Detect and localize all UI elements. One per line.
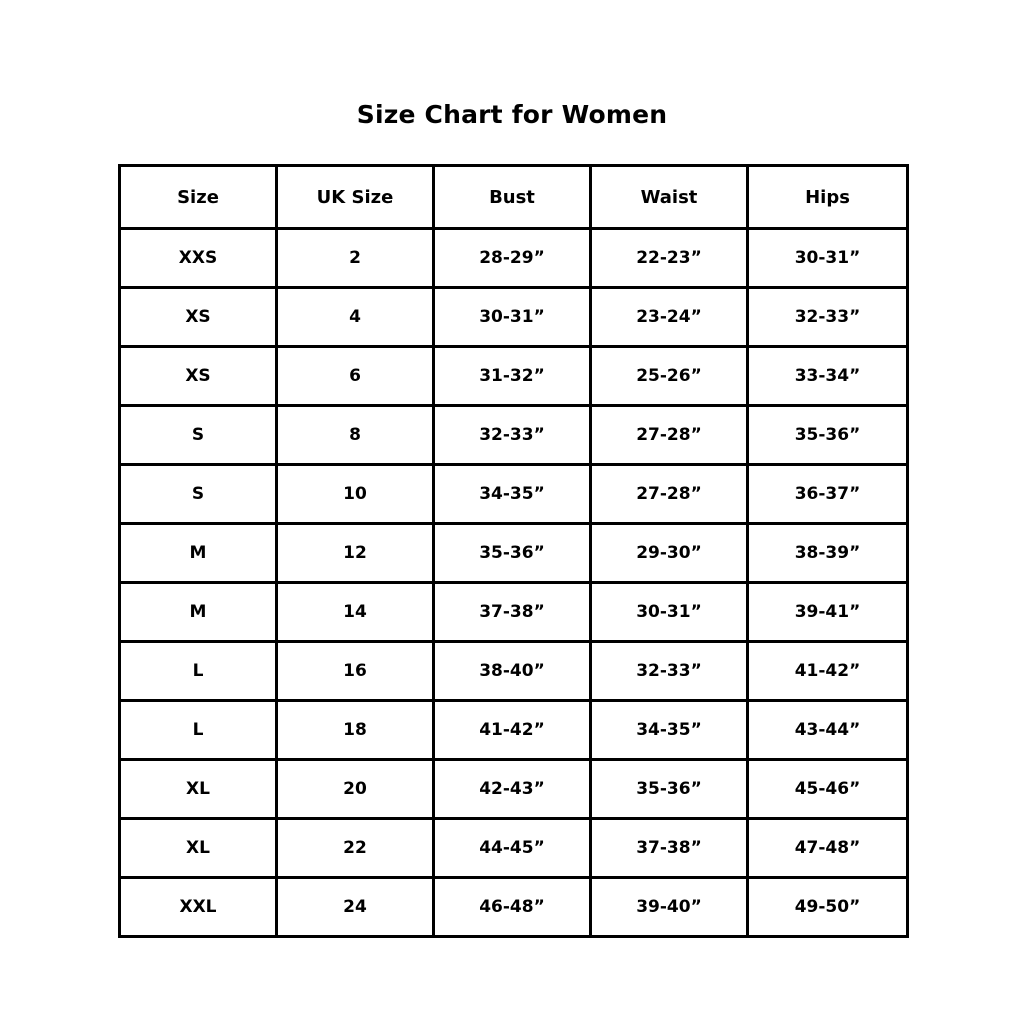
cell-bust: 46-48” xyxy=(434,878,591,937)
cell-bust: 35-36” xyxy=(434,524,591,583)
cell-bust: 28-29” xyxy=(434,229,591,288)
cell-hips: 49-50” xyxy=(748,878,908,937)
cell-size: M xyxy=(120,524,277,583)
cell-size: XL xyxy=(120,819,277,878)
size-chart-table-container xyxy=(118,164,906,938)
table-row xyxy=(120,347,908,406)
cell-uk-size: 24 xyxy=(277,878,434,937)
cell-bust: 34-35” xyxy=(434,465,591,524)
table-row xyxy=(120,701,908,760)
cell-hips: 39-41” xyxy=(748,583,908,642)
table-row xyxy=(120,229,908,288)
page-title: Size Chart for Women xyxy=(356,100,668,129)
cell-waist: 27-28” xyxy=(591,465,748,524)
cell-uk-size: 2 xyxy=(277,229,434,288)
cell-hips: 36-37” xyxy=(748,465,908,524)
cell-bust: 44-45” xyxy=(434,819,591,878)
cell-waist: 39-40” xyxy=(591,878,748,937)
column-header-hips: Hips xyxy=(748,166,908,229)
cell-uk-size: 8 xyxy=(277,406,434,465)
cell-uk-size: 10 xyxy=(277,465,434,524)
table-row xyxy=(120,406,908,465)
cell-bust: 41-42” xyxy=(434,701,591,760)
cell-waist: 23-24” xyxy=(591,288,748,347)
cell-uk-size: 6 xyxy=(277,347,434,406)
cell-bust: 31-32” xyxy=(434,347,591,406)
table-header-row xyxy=(120,166,908,229)
column-header-waist: Waist xyxy=(591,166,748,229)
cell-uk-size: 22 xyxy=(277,819,434,878)
cell-uk-size: 14 xyxy=(277,583,434,642)
column-header-bust: Bust xyxy=(434,166,591,229)
cell-waist: 32-33” xyxy=(591,642,748,701)
cell-waist: 22-23” xyxy=(591,229,748,288)
table-row xyxy=(120,583,908,642)
cell-bust: 37-38” xyxy=(434,583,591,642)
table-row xyxy=(120,760,908,819)
cell-hips: 43-44” xyxy=(748,701,908,760)
cell-hips: 38-39” xyxy=(748,524,908,583)
cell-bust: 42-43” xyxy=(434,760,591,819)
cell-hips: 30-31” xyxy=(748,229,908,288)
cell-size: S xyxy=(120,465,277,524)
cell-size: XS xyxy=(120,347,277,406)
cell-hips: 32-33” xyxy=(748,288,908,347)
cell-waist: 35-36” xyxy=(591,760,748,819)
cell-uk-size: 18 xyxy=(277,701,434,760)
cell-waist: 27-28” xyxy=(591,406,748,465)
cell-size: XXS xyxy=(120,229,277,288)
table-row xyxy=(120,465,908,524)
cell-hips: 45-46” xyxy=(748,760,908,819)
table-row xyxy=(120,288,908,347)
cell-bust: 30-31” xyxy=(434,288,591,347)
column-header-size: Size xyxy=(120,166,277,229)
cell-hips: 41-42” xyxy=(748,642,908,701)
cell-uk-size: 4 xyxy=(277,288,434,347)
cell-size: L xyxy=(120,701,277,760)
table-header xyxy=(120,166,908,229)
cell-size: XS xyxy=(120,288,277,347)
column-header-uk-size: UK Size xyxy=(277,166,434,229)
cell-bust: 38-40” xyxy=(434,642,591,701)
table-row xyxy=(120,878,908,937)
cell-waist: 30-31” xyxy=(591,583,748,642)
cell-waist: 25-26” xyxy=(591,347,748,406)
table-row xyxy=(120,819,908,878)
cell-uk-size: 16 xyxy=(277,642,434,701)
size-chart-table xyxy=(118,164,909,938)
cell-bust: 32-33” xyxy=(434,406,591,465)
cell-hips: 35-36” xyxy=(748,406,908,465)
cell-size: XL xyxy=(120,760,277,819)
cell-size: L xyxy=(120,642,277,701)
cell-hips: 33-34” xyxy=(748,347,908,406)
cell-size: XXL xyxy=(120,878,277,937)
cell-uk-size: 12 xyxy=(277,524,434,583)
cell-waist: 34-35” xyxy=(591,701,748,760)
table-row xyxy=(120,524,908,583)
cell-size: S xyxy=(120,406,277,465)
table-row xyxy=(120,642,908,701)
cell-uk-size: 20 xyxy=(277,760,434,819)
table-body xyxy=(120,229,908,937)
cell-waist: 37-38” xyxy=(591,819,748,878)
cell-hips: 47-48” xyxy=(748,819,908,878)
cell-size: M xyxy=(120,583,277,642)
cell-waist: 29-30” xyxy=(591,524,748,583)
